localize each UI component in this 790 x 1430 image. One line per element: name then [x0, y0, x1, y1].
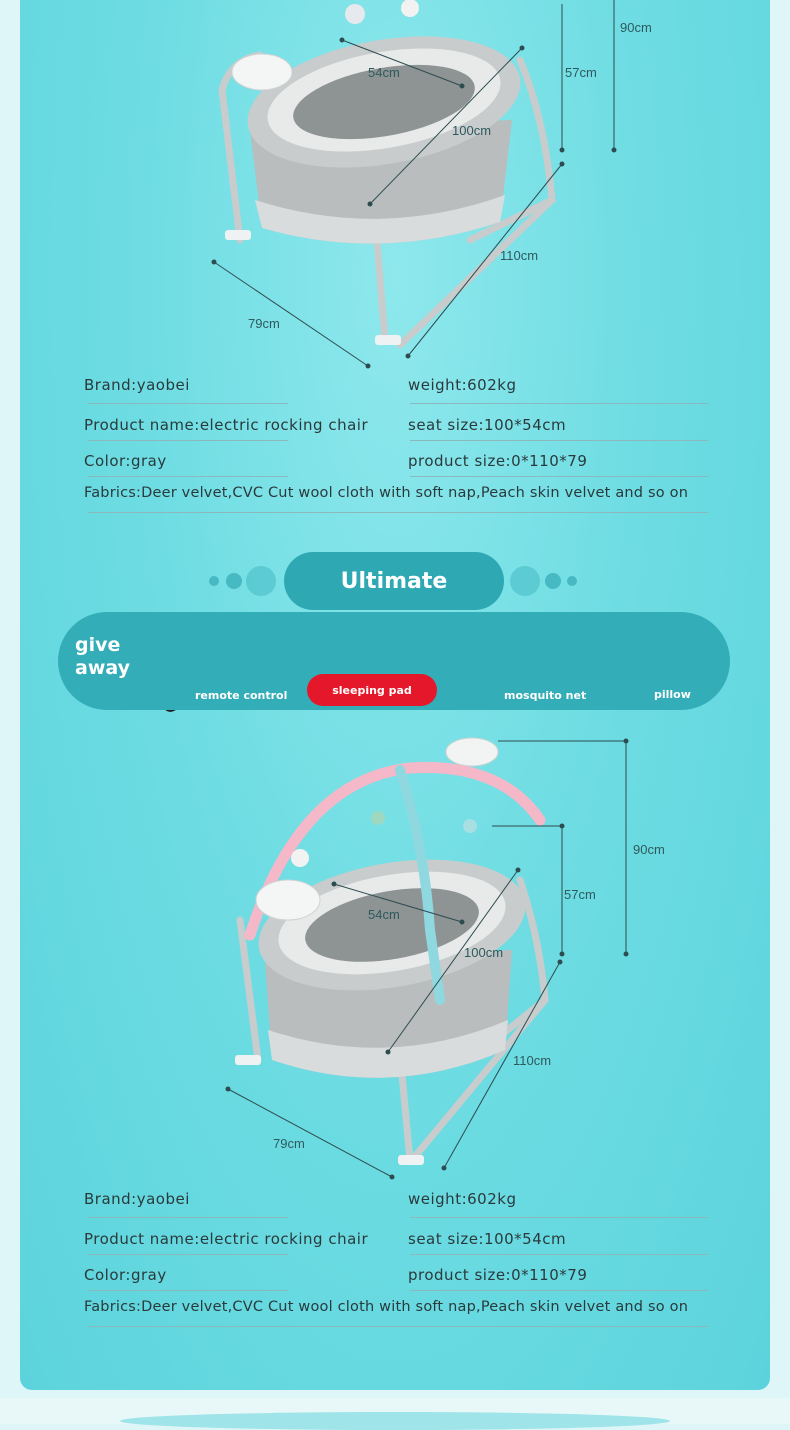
- dim-width-frame-2: 79cm: [273, 1136, 305, 1151]
- dim-length-inner-2: 100cm: [464, 945, 504, 960]
- spec-seat-size-1: seat size:100*54cm: [408, 416, 567, 434]
- gift-label-mosquito-net: mosquito net: [504, 689, 587, 702]
- spec-divider: [88, 403, 288, 404]
- spec-divider: [88, 1326, 708, 1327]
- spec-color-1: Color:gray: [84, 452, 167, 470]
- spec-divider: [410, 1290, 708, 1291]
- gift-label-pillow: pillow: [654, 688, 691, 701]
- dim-height-total-2: 90cm: [633, 842, 665, 857]
- spec-product-size-2: product size:0*110*79: [408, 1266, 588, 1284]
- spec-seat-size-2: seat size:100*54cm: [408, 1230, 567, 1248]
- spec-fabrics-2: Fabrics:Deer velvet,CVC Cut wool cloth with soft nap,Peach skin velvet and so on: [84, 1299, 689, 1315]
- giveaway-label: [75, 634, 130, 680]
- spec-brand-1: Brand:yaobei: [84, 376, 190, 394]
- dim-height-cradle-1: 57cm: [565, 65, 597, 80]
- ultimate-title: Ultimate: [284, 552, 504, 610]
- decor-dot: [567, 576, 577, 586]
- spec-divider: [88, 1290, 288, 1291]
- dim-length-frame-1: 110cm: [500, 248, 539, 263]
- spec-brand-2: Brand:yaobei: [84, 1190, 190, 1208]
- dim-height-total-1: 90cm: [620, 20, 652, 35]
- decor-dot: [510, 566, 540, 596]
- cradle-illustration-1: [222, 0, 552, 345]
- spec-divider: [88, 1217, 288, 1218]
- decor-dot: [246, 566, 276, 596]
- spec-divider: [410, 1254, 708, 1255]
- spec-divider: [88, 476, 288, 477]
- dim-width-frame-1: 79cm: [248, 316, 280, 331]
- dim-height-cradle-2: 57cm: [564, 887, 596, 902]
- dim-width-inner-2: 54cm: [368, 907, 400, 922]
- decor-dot: [226, 573, 242, 589]
- spec-fabrics-1: Fabrics:Deer velvet,CVC Cut wool cloth with soft nap,Peach skin velvet and so on: [84, 485, 689, 501]
- spec-divider: [410, 1217, 708, 1218]
- decor-dot: [545, 573, 561, 589]
- spec-weight-1: weight:602kg: [408, 376, 517, 394]
- decor-dot: [209, 576, 219, 586]
- spec-product-name-2: Product name:electric rocking chair: [84, 1230, 369, 1248]
- spec-color-2: Color:gray: [84, 1266, 167, 1284]
- gift-label-sleeping-pad: sleeping pad: [307, 674, 437, 706]
- gift-label-remote-control: remote control: [195, 689, 288, 702]
- dim-length-frame-2: 110cm: [513, 1053, 552, 1068]
- spec-product-name-1: Product name:electric rocking chair: [84, 416, 369, 434]
- spec-divider: [88, 512, 708, 513]
- spec-divider: [410, 440, 708, 441]
- giveaway-line2: away: [75, 657, 130, 679]
- giveaway-line1: give: [75, 634, 121, 656]
- dim-length-inner-1: 100cm: [452, 123, 492, 138]
- spec-divider: [410, 476, 708, 477]
- spec-divider: [88, 1254, 288, 1255]
- spec-product-size-1: product size:0*110*79: [408, 452, 588, 470]
- spec-divider: [410, 403, 708, 404]
- spec-divider: [88, 440, 288, 441]
- dim-width-inner-1: 54cm: [368, 65, 400, 80]
- spec-weight-2: weight:602kg: [408, 1190, 517, 1208]
